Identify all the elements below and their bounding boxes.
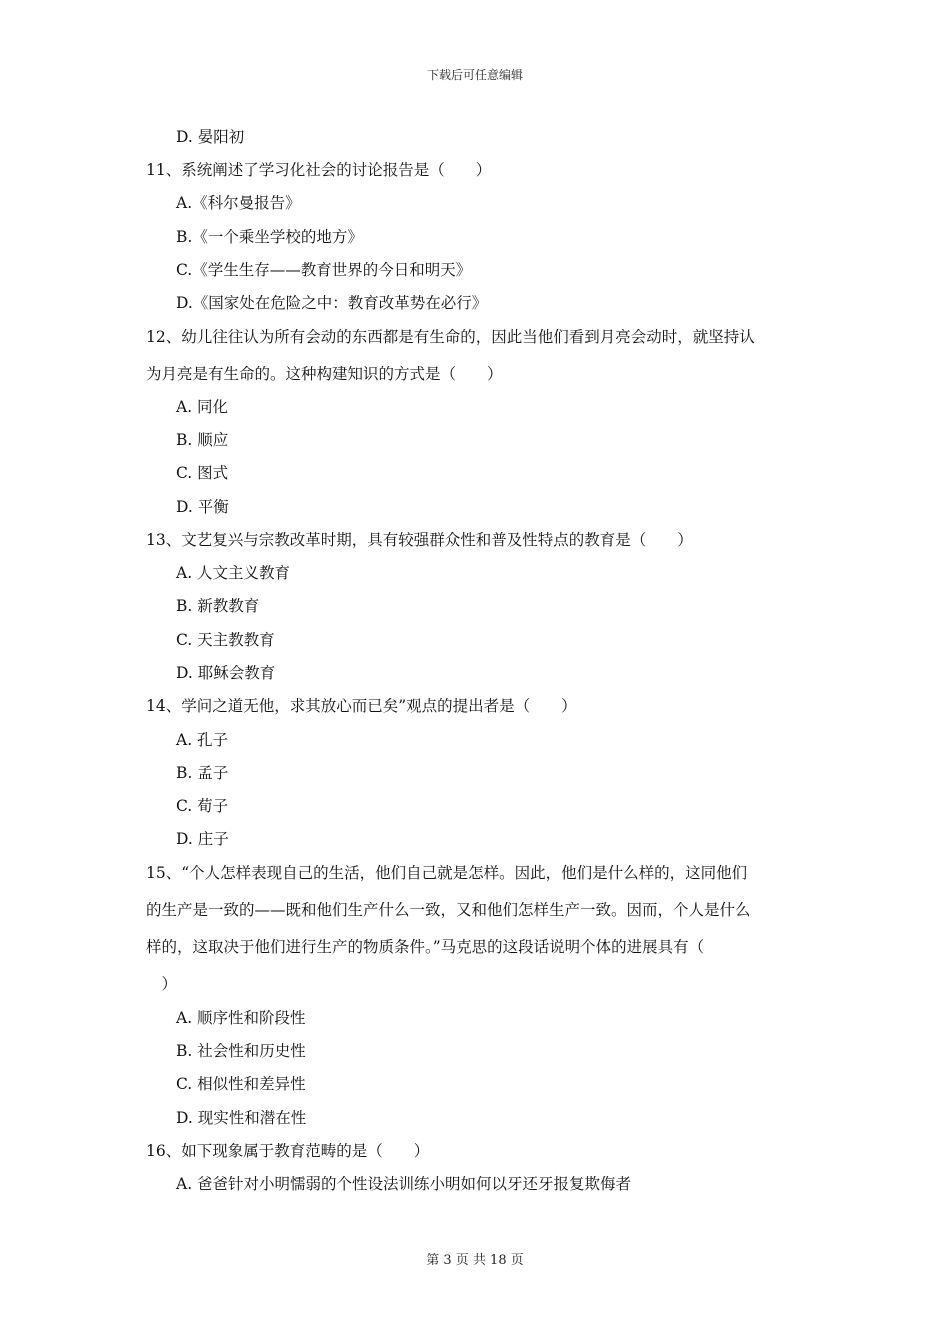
option-11-d: D.《国家处在危险之中：教育改革势在必行》 <box>176 294 488 312</box>
option-12-d: D. 平衡 <box>176 498 229 516</box>
option-10-d: D. 晏阳初 <box>176 128 245 146</box>
option-11-b: B.《一个乘坐学校的地方》 <box>176 228 363 246</box>
question-11: 11、系统阐述了学习化社会的讨论报告是（ ） <box>146 161 492 179</box>
question-15-continued-3: ） <box>146 975 178 993</box>
question-16: 16、如下现象属于教育范畴的是（ ） <box>146 1142 430 1160</box>
option-15-b: B. 社会性和历史性 <box>176 1042 306 1060</box>
option-14-a: A. 孔子 <box>176 731 229 749</box>
option-12-c: C. 图式 <box>176 464 229 482</box>
page-header: 下载后可任意编辑 <box>426 68 523 82</box>
option-15-d: D. 现实性和潜在性 <box>176 1109 307 1127</box>
question-14: 14、学问之道无他，求其放心而已矣”观点的提出者是（ ） <box>146 697 577 715</box>
option-16-a: A. 爸爸针对小明懦弱的个性设法训练小明如何以牙还牙报复欺侮者 <box>176 1175 632 1193</box>
option-13-d: D. 耶稣会教育 <box>176 664 276 682</box>
question-12: 12、幼儿往往认为所有会动的东西都是有生命的，因此当他们看到月亮会动时，就坚持认 <box>146 328 755 346</box>
option-12-b: B. 顺应 <box>176 431 229 449</box>
option-13-c: C. 天主教教育 <box>176 631 275 649</box>
question-15-continued-2: 样的，这取决于他们进行生产的物质条件。”马克思的这段话说明个体的进展具有（ <box>146 938 705 956</box>
option-14-b: B. 孟子 <box>176 764 229 782</box>
question-13: 13、文艺复兴与宗教改革时期，具有较强群众性和普及性特点的教育是（ ） <box>146 531 693 549</box>
question-15-continued-1: 的生产是一致的——既和他们生产什么一致，又和他们怎样生产一致。因而，个人是什么 <box>146 901 751 919</box>
option-13-a: A. 人文主义教育 <box>176 564 291 582</box>
option-14-c: C. 荀子 <box>176 797 229 815</box>
option-13-b: B. 新教教育 <box>176 597 260 615</box>
option-11-a: A.《科尔曼报告》 <box>176 194 301 212</box>
option-15-c: C. 相似性和差异性 <box>176 1075 306 1093</box>
option-11-c: C.《学生生存——教育世界的今日和明天》 <box>176 261 472 279</box>
question-15: 15、“个人怎样表现自己的生活，他们自己就是怎样。因此，他们是什么样的，这同他们 <box>146 864 748 882</box>
option-15-a: A. 顺序性和阶段性 <box>176 1009 306 1027</box>
option-12-a: A. 同化 <box>176 398 229 416</box>
option-14-d: D. 庄子 <box>176 830 229 848</box>
page-footer: 第 3 页 共 18 页 <box>426 1253 524 1268</box>
question-12-continued: 为月亮是有生命的。这种构建知识的方式是（ ） <box>146 365 503 383</box>
